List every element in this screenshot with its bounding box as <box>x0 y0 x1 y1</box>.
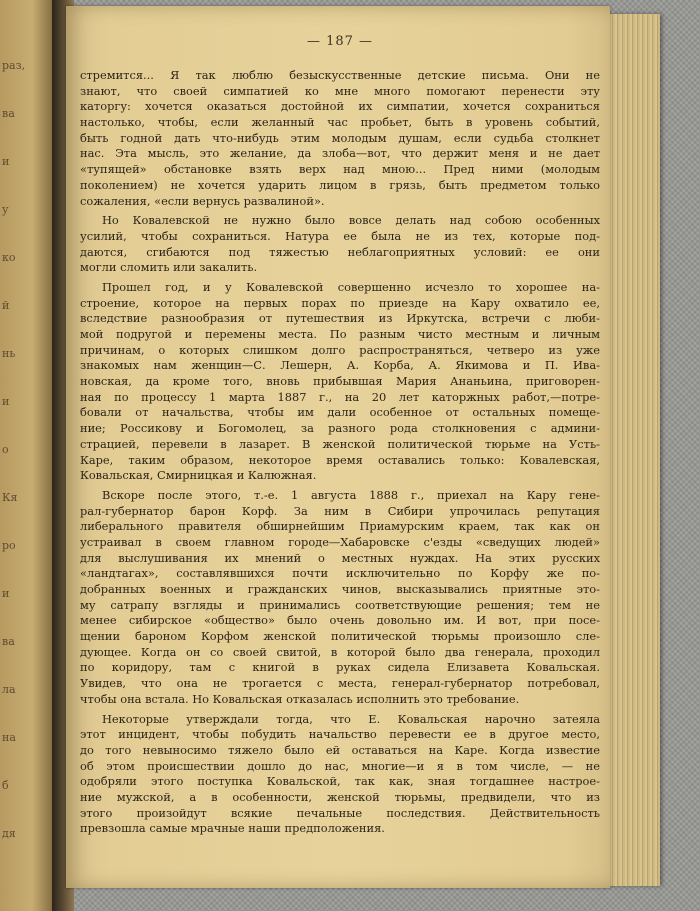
left-page-text-fragment: ва <box>2 107 15 120</box>
text-line: вследствие разнообразия от путешествия из Иркутска, встречи с люби- <box>80 311 600 326</box>
text-line: добранных военных и гражданских чинов, высказывались приятные это- <box>80 582 600 596</box>
book-page <box>66 6 610 888</box>
left-page-text-fragment: дя <box>2 827 16 840</box>
text-line: Ковальская, Смирницкая и Калюжная. <box>80 468 317 483</box>
text-line: одобряли этого поступка Ковальской, так как, зная тогдашнее настрое- <box>80 774 600 789</box>
text-line: стремится... Я так люблю безыскусственные детские письма. Они не <box>80 68 600 82</box>
left-page-text-fragment: ко <box>2 251 16 264</box>
text-line: Вскоре после этого, т.-е. 1 августа 1888 г., приехал на Кару гене- <box>102 487 600 502</box>
text-line: Некоторые утверждали тогда, что Е. Ковальская нарочно затеяла <box>102 711 600 726</box>
text-line: страцией, перевели в лазарет. В женской политической тюрьме на Усть- <box>80 436 600 451</box>
text-line: сожаления, «если вернусь развалиной». <box>80 193 325 208</box>
left-page-text-fragment: нь <box>2 347 16 360</box>
text-line: щении бароном Корфом женской политической тюрьмы произошло сле- <box>80 629 600 644</box>
text-line: менее сибирское «общество» было очень довольно им. И вот, при посе- <box>80 613 600 628</box>
left-page-text-fragment: у <box>2 203 9 216</box>
text-line: бовали от начальства, чтобы им дали особенное от остальных помеще- <box>80 405 600 420</box>
text-line: Прошел год, и у Ковалевской совершенно исчезло то хорошее на- <box>102 279 600 294</box>
text-line: этот инцидент, чтобы побудить начальство перевести ее в другое место, <box>80 727 600 742</box>
body-text <box>80 68 600 837</box>
text-line: ние мужской, а в особенности, женской тюрьмы, предвидели, что из <box>80 789 600 804</box>
text-line: знают, что своей симпатией ко мне много помогают перенести эту <box>80 83 600 98</box>
text-line: новская, да кроме того, вновь прибывшая Мария Ананьина, приговорен- <box>80 374 600 389</box>
text-line: Каре, таким образом, некоторое время оставались только: Ковалевская, <box>80 452 600 467</box>
text-line: строение, которое на первых порах по приезде на Кару охватило ее, <box>80 295 600 310</box>
left-page-text-fragment: ро <box>2 539 16 552</box>
text-line: либерального правителя обширнейшим Приамурским краем, так как он <box>80 519 600 534</box>
text-line: быть годной дать что-нибудь этим молодым душам, если судьба столкнет <box>80 130 600 145</box>
text-line: му сатрапу взгляды и принимались соответствующие решения; тем не <box>80 597 600 612</box>
text-line: дующее. Когда он со своей свитой, в которой было два генерала, проходил <box>80 644 600 659</box>
page-number: — 187 — <box>306 34 374 49</box>
text-line: для выслушивания их мнений о местных нуждах. На этих русских <box>80 550 600 565</box>
left-page-text-fragment: й <box>2 299 10 312</box>
left-page-text-fragment: и <box>2 587 10 600</box>
text-line: причинам, о которых слишком долго распространяться, четверо из уже <box>80 342 600 357</box>
text-line: знакомых нам женщин—С. Лешерн, А. Корба, А. Якимова и П. Ива- <box>80 358 600 373</box>
text-line: Увидев, что она не трогается с места, генерал-губернатор потребовал, <box>80 676 600 691</box>
text-line: настолько, чтобы, если желанный час пробьет, быть в уровень событий, <box>80 115 600 130</box>
text-line: рал-губернатор барон Корф. За ним в Сибири упрочилась репутация <box>80 503 600 518</box>
text-line: «ландтагах», составлявшихся почти исключительно по Корфу же по- <box>80 566 600 581</box>
left-page-text-fragment: на <box>2 731 16 744</box>
left-page-text-fragment: и <box>2 395 10 408</box>
text-line: ние; Россикову и Богомолец, за разного рода столкновения с админи- <box>80 421 600 436</box>
text-line: по коридору, там с книгой в руках сидела Елизавета Ковальская. <box>80 660 600 675</box>
left-page-text-fragment: б <box>2 779 9 792</box>
left-page-text-fragment: ва <box>2 635 15 648</box>
text-line: поколением) не хочется ударить лицом в грязь, быть предметом только <box>80 177 600 192</box>
text-line: усилий, чтобы сохраниться. Натура ее была не из тех, которые под- <box>80 228 600 243</box>
text-line: чтобы она встала. Но Ковальская отказалась исполнить это требование. <box>80 691 520 706</box>
left-page-text-fragment: ла <box>2 683 16 696</box>
text-line: каторгу: хочется оказаться достойной их симпатии, хочется сохраниться <box>80 99 600 114</box>
text-line: даются, сгибаются под тяжестью неблагоприятных условий: ее они <box>80 244 600 259</box>
text-line: нас. Эта мысль, это желание, да злоба—вот, что держит меня и не дает <box>80 146 600 161</box>
text-line: Но Ковалевской не нужно было вовсе делать над собою особенных <box>102 213 600 228</box>
text-line: мой подругой и перемены места. По разным чисто местным и личным <box>80 327 600 341</box>
left-page-text-fragment: раз, <box>2 59 26 72</box>
text-line: превзошла самые мрачные наши предположения. <box>80 821 385 836</box>
text-line: «тупящей» обстановке взять верх над мною... Пред ними (молодым <box>80 162 600 177</box>
text-line: до того невыносимо тяжело было ей оставаться на Каре. Когда известие <box>80 742 600 757</box>
text-line: могли сломить или закалить. <box>80 260 258 275</box>
text-line: об этом происшествии дошло до нас, многие—и я в том числе, — не <box>80 758 600 773</box>
left-page-text-fragment: Кя <box>2 491 18 504</box>
text-line: ная по процессу 1 марта 1887 г., на 20 лет каторжных работ,—потре- <box>80 389 600 404</box>
left-page-text-fragment: и <box>2 155 10 168</box>
left-page-text-fragment: о <box>2 443 9 456</box>
left-page-edge <box>0 0 58 911</box>
text-line: устраивал в своем главном городе—Хабаровске с'езды «сведущих людей» <box>80 534 600 549</box>
text-line: этого произойдут всякие печальные последствия. Действительность <box>80 805 600 820</box>
